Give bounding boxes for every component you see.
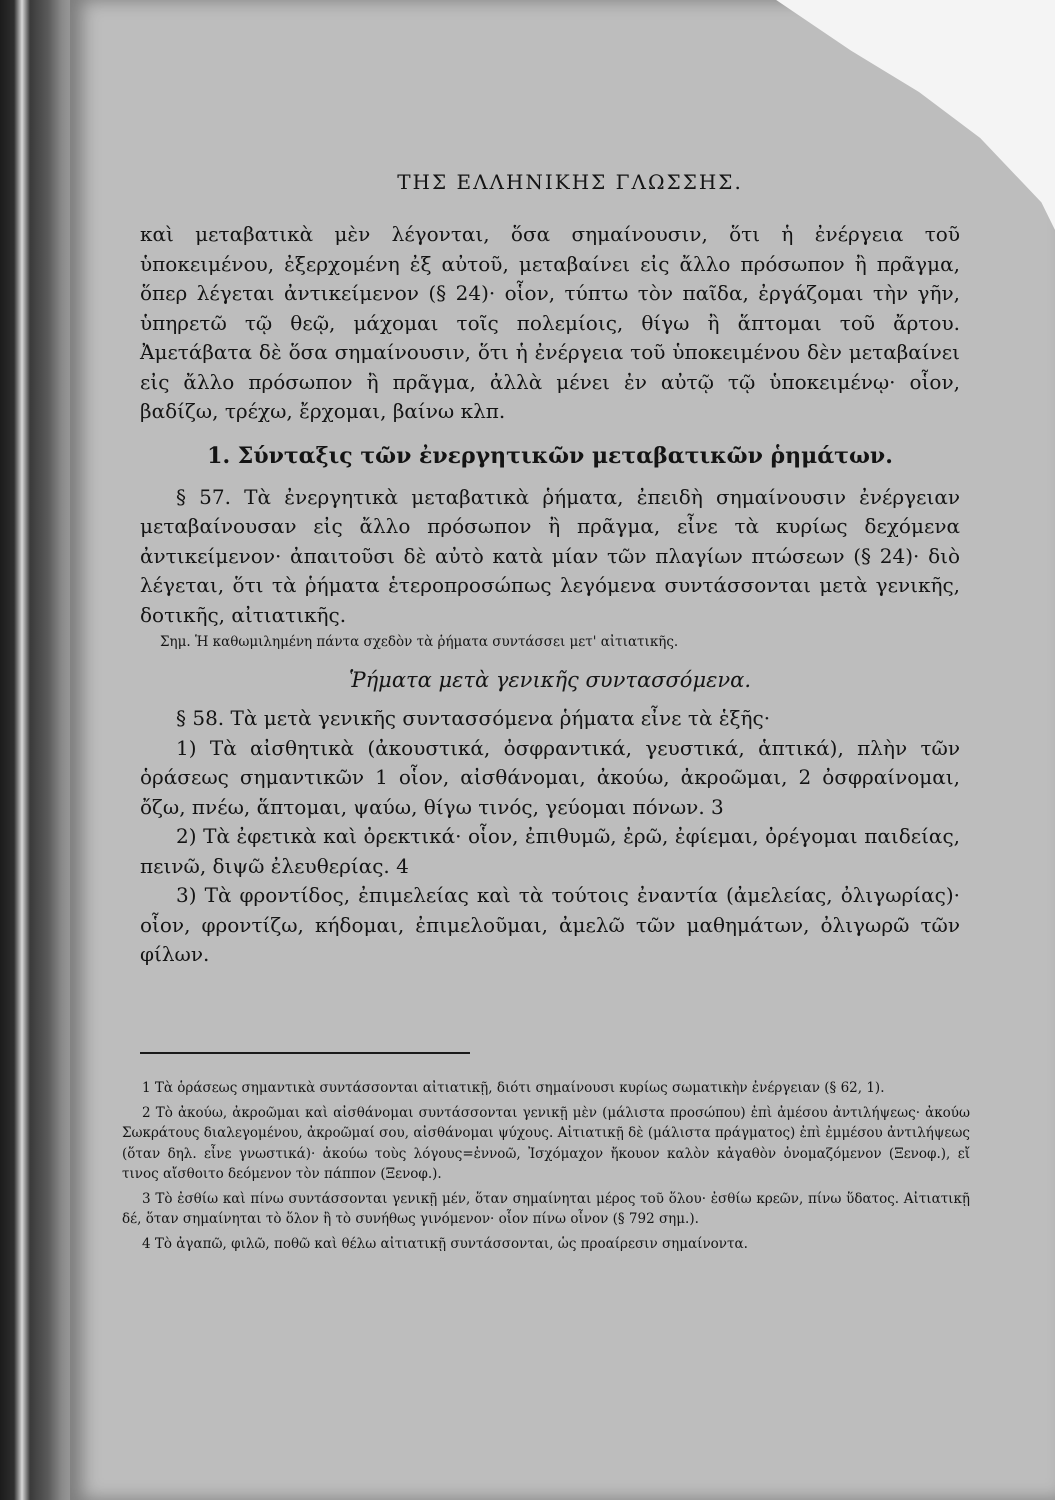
- footnote-4: 4 Τὸ ἀγαπῶ, φιλῶ, ποθῶ καὶ θέλω αἰτιατικῇ συντάσσονται, ὡς προαίρεσιν σημαίνοντα.: [142, 1235, 748, 1252]
- running-head: ΤΗΣ ΕΛΛΗΝΙΚΗΣ ΓΛΩΣΣΗΣ.: [397, 170, 743, 194]
- footnote-divider: [140, 1052, 470, 1054]
- list-item-3: 3) Τὰ φροντίδος, ἐπιμελείας καὶ τὰ τούτοις ἐναντία (ἀμελείας, ὀλιγωρίας)· οἷον, φροντίζω, κήδομαι, ἐπιμελοῦμαι, ἀμελῶ τῶν μαθημάτων, ὀλιγωρῶ τῶν φίλων.: [140, 883, 960, 966]
- list-item-1: 1) Τὰ αἰσθητικὰ (ἀκουστικά, ὀσφραντικά, γευστικά, ἁπτικά), πλὴν τῶν ὁράσεως σημαντικῶν 1 οἷον, αἰσθάνομαι, ἀκούω, ἀκροῶμαι, 2 ὀσφραίνομαι, ὄζω, πνέω, ἅπτομαι, ψαύω, θίγω τινός, γεύομαι πόνων. 3: [140, 735, 960, 819]
- book-binding: [0, 0, 78, 1500]
- note-57: Σημ. Ἡ καθωμιλημένη πάντα σχεδὸν τὰ ῥήματα συντάσσει μετ' αἰτιατικῆς.: [160, 634, 679, 650]
- footnote-2: 2 Τὸ ἀκούω, ἀκροῶμαι καὶ αἰσθάνομαι συντάσσονται γενικῇ μὲν (μάλιστα προσώπου) ἐπὶ ἀμέσου ἀντιλήψεως· ἀκούω Σωκράτους διαλεγομένου, ἀκροῶμαί σου, αἰσθάνομαι ψύχους. Αἰτιατικῇ δὲ (μάλιστα πράγματος) ἐπὶ ἐμμέσου ἀντιλήψεως (ὅταν δηλ. εἶνε γνωστικά)· ἀκούω τοὺς λόγους=ἐννοῶ, Ἰσχόμαχον ἤκουον καλὸν κἀγαθὸν ὀνομαζόμενον (Ξενοφ.), εἴ τινος αἴσθοιτο δεόμενον τὸν πάππον (Ξενοφ.).: [122, 1104, 970, 1182]
- heading-genitive-verbs: Ῥήματα μετὰ γενικῆς συντασσόμενα.: [349, 668, 751, 692]
- intro-paragraph: καὶ μεταβατικὰ μὲν λέγονται, ὅσα σημαίνουσιν, ὅτι ἡ ἐνέργεια τοῦ ὑποκειμένου, ἐξερχομένη ἐξ αὐτοῦ, μεταβαίνει εἰς ἄλλο πρόσωπον ἢ πρᾶγμα, ὅπερ λέγεται ἀντικείμενον (§ 24)· οἷον, τύπτω τὸν παῖδα, ἐργάζομαι τὴν γῆν, ὑπηρετῶ τῷ θεῷ, μάχομαι τοῖς πολεμίοις, θίγω ἢ ἅπτομαι τοῦ ἄρτου. Ἀμετάβατα δὲ ὅσα σημαίνουσιν, ὅτι ἡ ἐνέργεια τοῦ ὑποκειμένου δὲν μεταβαίνει εἰς ἄλλο πρόσωπον ἢ πρᾶγμα, ἀλλὰ μένει ἐν αὐτῷ τῷ ὑποκειμένῳ· οἷον, βαδίζω, τρέχω, ἔρχομαι, βαίνω κλπ.: [140, 222, 960, 423]
- section-58: § 58. Τὰ μετὰ γενικῆς συντασσόμενα ῥήματα εἶνε τὰ ἑξῆς·: [176, 706, 771, 730]
- list-item-2: 2) Τὰ ἐφετικὰ καὶ ὀρεκτικά· οἷον, ἐπιθυμῶ, ἐρῶ, ἐφίεμαι, ὀρέγομαι παιδείας, πεινῶ, διψῶ ἐλευθερίας. 4: [140, 824, 960, 878]
- footnote-3: 3 Τὸ ἐσθίω καὶ πίνω συντάσσονται γενικῇ μέν, ὅταν σημαίνηται μέρος τοῦ ὅλου· ἐσθίω κρεῶν, πίνω ὕδατος. Αἰτιατικῇ δέ, ὅταν σημαίνηται τὸ ὅλον ἢ τὸ συνήθως γινόμενον· οἷον πίνω οἶνον (§ 792 σημ.).: [122, 1190, 970, 1227]
- footnotes: [122, 1078, 970, 1258]
- section-57: § 57. Τὰ ἐνεργητικὰ μεταβατικὰ ῥήματα, ἐπειδὴ σημαίνουσιν ἐνέργειαν μεταβαίνουσαν εἰς ἄλλο πρόσωπον ἢ πρᾶγμα, εἶνε τὰ κυρίως δεχόμενα ἀντικείμενον· ἀπαιτοῦσι δὲ αὐτὸ κατὰ μίαν τῶν πλαγίων πτώσεων (§ 24)· διὸ λέγεται, ὅτι τὰ ῥήματα ἑτεροπροσώπως λεγόμενα συντάσσονται μετὰ γενικῆς, δοτικῆς, αἰτιατικῆς.: [140, 484, 960, 627]
- footnote-1: 1 Τὰ ὁράσεως σημαντικὰ συντάσσονται αἰτιατικῇ, διότι σημαίνουσι κυρίως σωματικὴν ἐνέργειαν (§ 62, 1).: [142, 1080, 885, 1096]
- heading-syntax-transitive: 1. Σύνταξις τῶν ἐνεργητικῶν μεταβατικῶν ῥημάτων.: [207, 442, 893, 469]
- page-body: [140, 170, 960, 970]
